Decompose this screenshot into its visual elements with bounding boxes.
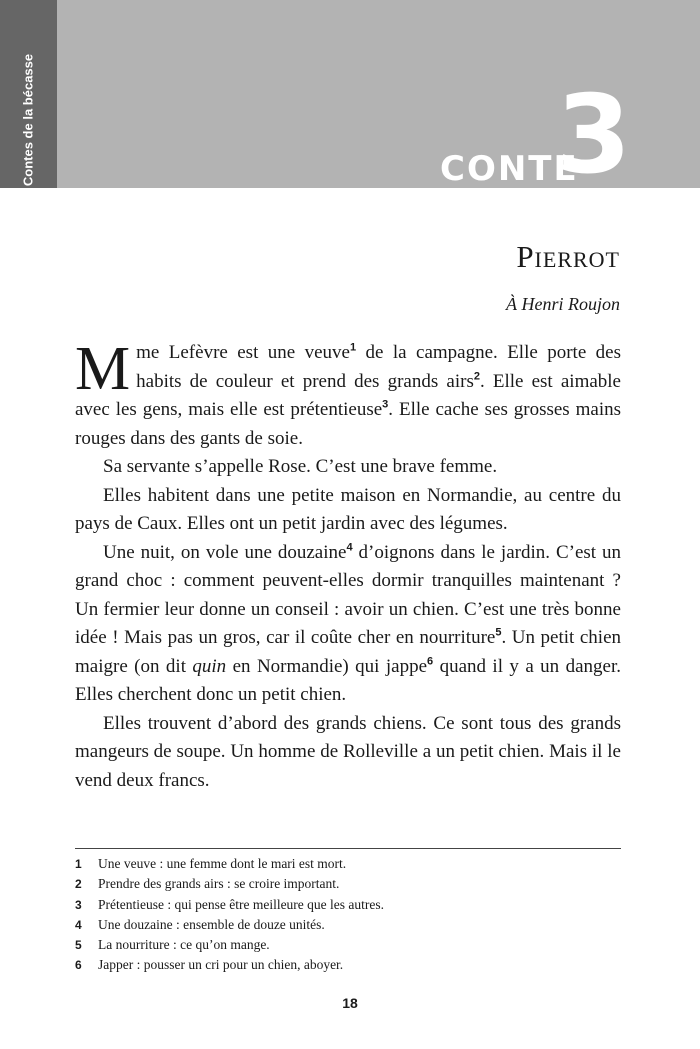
text-segment: . Elle est aimable avec les gens, mais elle est prétentieuse (75, 370, 621, 420)
footnote-text: Une douzaine : ensemble de douze unités. (98, 916, 325, 932)
dedication: À Henri Roujon (506, 294, 620, 314)
text-segment: quand il y a un danger. Elles cherchent donc un petit chien. (75, 655, 621, 705)
text-segment: d’oignons dans le jardin. C’est un grand choc : comment peuvent-elles dormir tranquilles maintenant ? Un fermier leur donne un conseil : avoir un chien. C’est une très bonne idée ! Mais pas un gros, car il coûte cher en nourriture (75, 541, 622, 648)
paragraph-1 (75, 335, 621, 453)
footnote-ref-2: 2 (473, 370, 480, 383)
footnote (75, 895, 621, 915)
footnote-text: Prétentieuse : qui pense être meilleure que les autres. (98, 896, 385, 912)
footnote-text: Japper : pousser un cri pour un chien, aboyer. (98, 957, 344, 973)
conte-number: 3 (556, 73, 632, 198)
footnote-text: La nourriture : ce qu’on mange. (98, 937, 270, 953)
footnote-number: 1 (75, 857, 82, 871)
text-segment: en Normandie) qui jappe (226, 655, 428, 677)
footnote (75, 955, 621, 975)
text-segment: . Un petit chien maigre (on dit (75, 627, 622, 677)
conte-label: CONTE (440, 149, 579, 189)
footnote (75, 854, 621, 874)
footnote-ref-6: 6 (427, 655, 434, 668)
italic-word: quin (192, 655, 227, 677)
footnote-number: 2 (75, 877, 82, 892)
footnote-text: Une veuve : une femme dont le mari est mort. (98, 856, 347, 871)
footnote-text: Prendre des grands airs : se croire important. (98, 876, 340, 892)
footnote (75, 874, 621, 894)
footnote-ref-4: 4 (346, 541, 353, 554)
side-tab-label: Contes de la bécasse (20, 53, 36, 187)
footnote-ref-5: 5 (495, 626, 502, 639)
footnote-ref-3: 3 (382, 398, 389, 411)
paragraph-5: Elles trouvent d’abord des grands chiens. Ce sont tous des grands mangeurs de soupe. Un homme de Rolleville a un petit chien. Mais il le vend deux francs. (75, 712, 621, 791)
footnote-number: 6 (75, 958, 82, 973)
paragraph-4 (75, 539, 621, 710)
footnote (75, 915, 621, 935)
page-number: 18 (342, 995, 358, 1011)
story-body (75, 335, 622, 795)
footnote-divider (75, 848, 621, 849)
paragraph-2: Sa servante s’appelle Rose. C’est une brave femme. (103, 456, 498, 477)
footnote (75, 935, 621, 955)
chapter-header-band (0, 0, 700, 198)
footnote-number: 3 (75, 897, 82, 912)
text-segment: me Lefèvre est une veuve (136, 342, 350, 363)
footnote-ref-1: 1 (350, 341, 357, 354)
drop-cap: M (75, 335, 131, 403)
footnotes (75, 854, 621, 976)
footnote-number: 4 (75, 917, 82, 932)
story-title: Pierrot (516, 239, 620, 274)
paragraph-3: Elles habitent dans une petite maison en Normandie, au centre du pays de Caux. Elles ont un petit jardin avec des légumes. (75, 484, 621, 534)
text-segment: . Elle cache ses grosses mains rouges dans des gants de soie. (75, 399, 621, 449)
footnote-number: 5 (75, 938, 82, 953)
side-tab (0, 0, 57, 188)
text-segment: Une nuit, on vole une douzaine (103, 541, 347, 563)
text-segment: de la campagne. Elle porte des habits de couleur et prend des grands airs (136, 342, 621, 392)
